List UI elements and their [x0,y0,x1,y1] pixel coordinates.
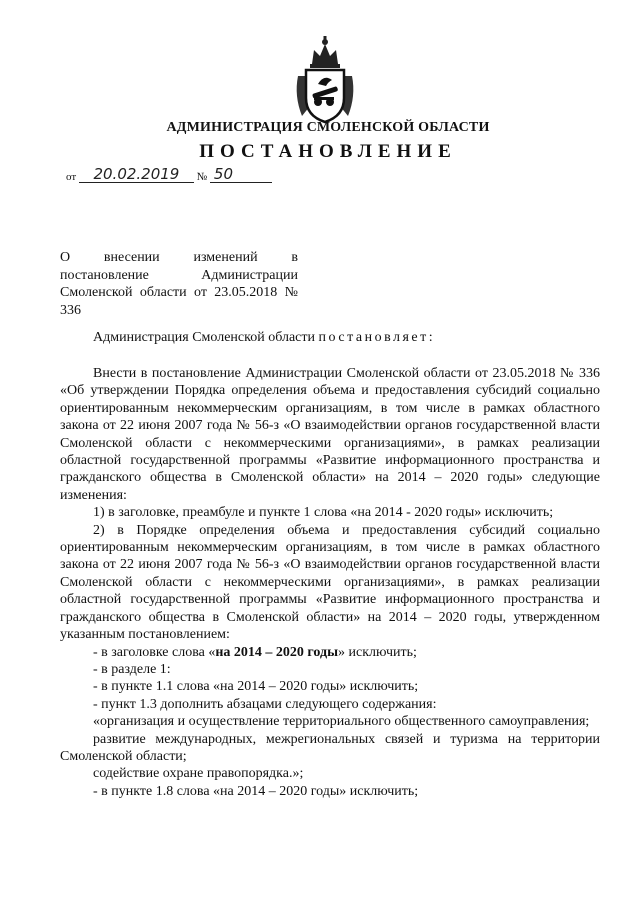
quote-line-3: содействие охране правопорядка.»; [93,766,304,782]
subitem-point-1-1: - в пункте 1.1 слова «на 2014 – 2020 годы» исключить; [93,679,419,695]
organization-title: АДМИНИСТРАЦИЯ СМОЛЕНСКОЙ ОБЛАСТИ [166,120,490,135]
decree-intro [60,329,600,346]
document-subject: О внесении изменений в постановление Администрации Смоленской области от 23.05.2018 № 336 [60,250,298,318]
crown-icon [310,36,340,68]
subitem-title-start: - в заголовке слова « [93,644,216,660]
subitem-point-1-3: - пункт 1.3 дополнить абзацами следующего содержания: [93,696,437,712]
quote-line-1: «организация и осуществление территориального общественного самоуправления; [93,714,590,730]
shield-icon [306,70,344,122]
item-2: 2) в Порядке определения объема и предоставления субсидий социально ориентированным некоммерческим организациям, в том числе в рамках областного закона от 22 июня 2007 года № 56-з «О взаимодействии органов государственной власти Смоленской области с некоммерческими организациями», в рамках реализации областной государственной программы «Развитие информационного пространства и гражданского общества в Смоленской области» на 2014 – 2020 годы, утвержденном указанным постановлением: [60,522,600,643]
decree-intro-text: Администрация Смоленской области [93,330,319,345]
subitem-point-1-8: - в пункте 1.8 слова «на 2014 – 2020 годы» исключить; [93,783,419,799]
subitem-title-end: » исключить; [338,644,417,660]
document-type: ПОСТАНОВЛЕНИЕ [199,141,457,162]
coat-of-arms-emblem [290,36,360,124]
date-number-line [66,167,272,183]
decree-intro-keyword: постановляет: [318,330,436,345]
subitem-title-bold: на 2014 – 2020 годы [215,644,339,660]
subitem-section-1: - в разделе 1: [93,661,171,677]
date-prefix: от [66,171,77,183]
quote-line-2: развитие международных, межрегиональных связей и туризма на территории Смоленской области; [60,731,600,764]
document-body [60,365,600,800]
handwritten-number: 50 [210,167,272,183]
paragraph-main: Внести в постановление Администрации Смоленской области от 23.05.2018 № 336 «Об утверждении Порядка определения объема и предоставления субсидий социально ориентированным некоммерческим организациям, в том числе в рамках областного закона от 22 июня 2007 года № 56-з «О взаимодействии органов государственной власти Смоленской области с некоммерческими организациями», в рамках реализации областной государственной программы «Развитие информационного пространства и гражданского общества в Смоленской области» на 2014 – 2020 годы» следующие изменения: [60,366,600,503]
subitem-title [60,644,600,661]
item-1: 1) в заголовке, преамбуле и пункте 1 слова «на 2014 - 2020 годы» исключить; [93,505,554,521]
number-prefix: № [196,171,208,183]
handwritten-date: 20.02.2019 [79,167,194,183]
